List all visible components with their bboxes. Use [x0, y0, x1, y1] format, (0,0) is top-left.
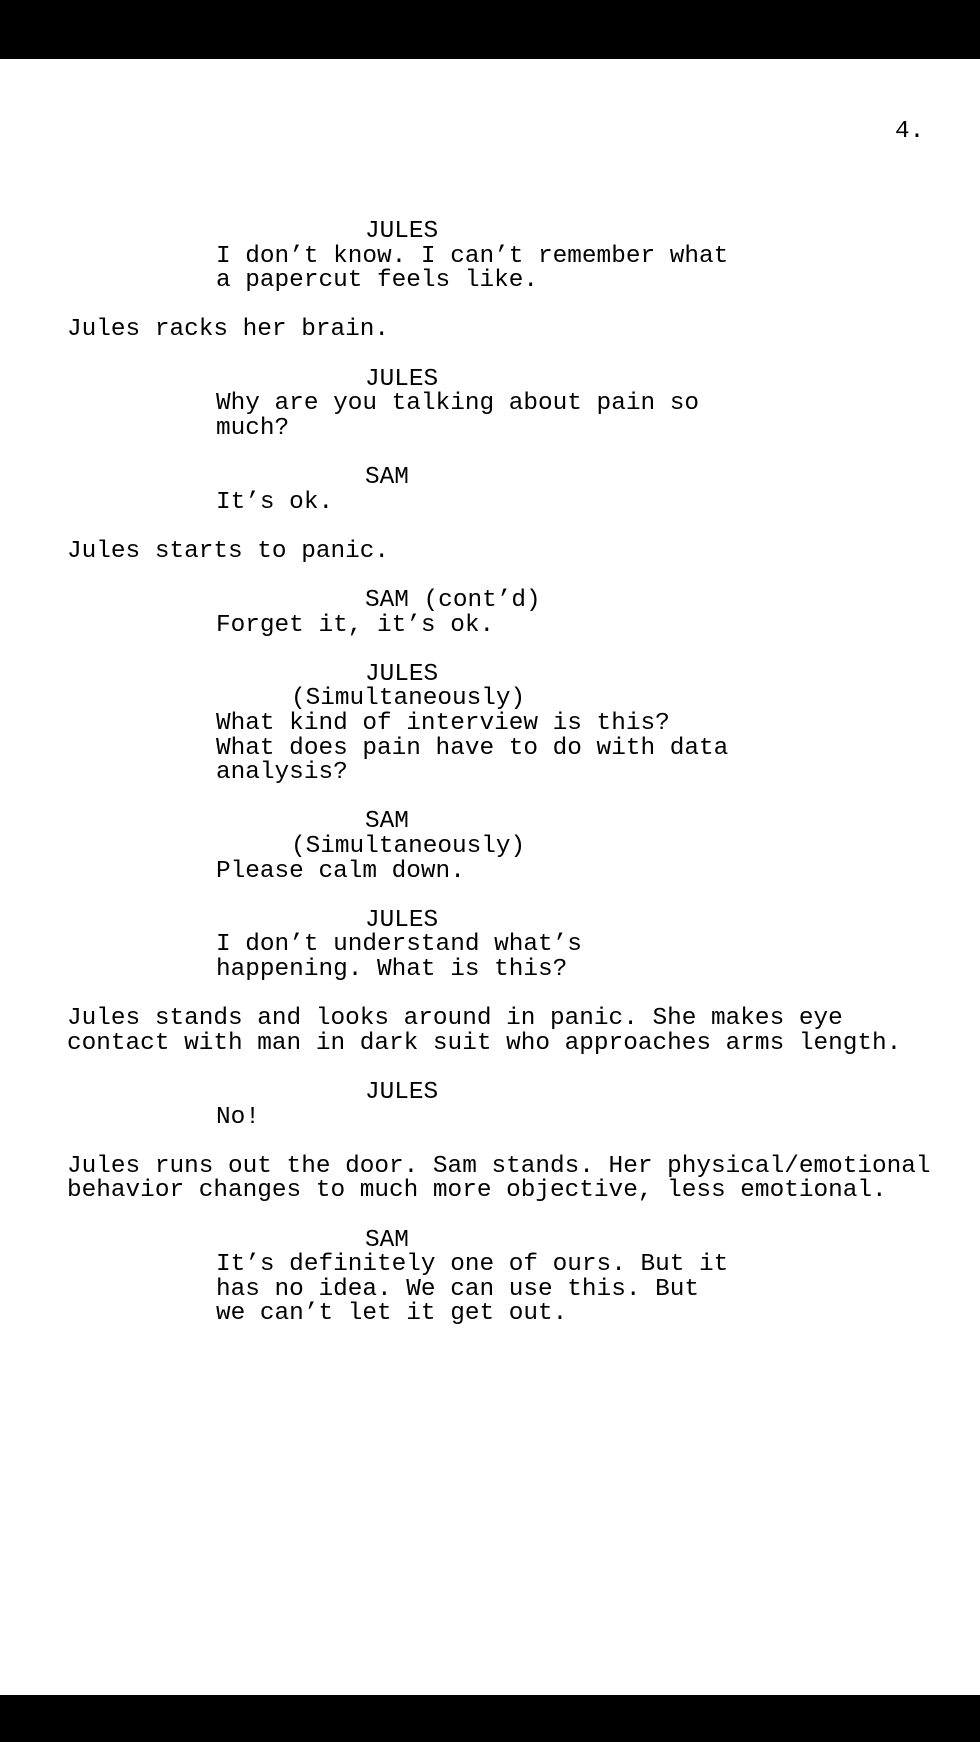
dialogue-line: has no idea. We can use this. But — [216, 1275, 700, 1303]
character-name: JULES — [365, 660, 439, 688]
parenthetical: (Simultaneously) — [291, 685, 526, 713]
character-name: SAM — [365, 464, 409, 491]
character-name: SAM (cont’d) — [365, 587, 541, 614]
dialogue-line: It’s definitely one of ours. But it — [216, 1251, 729, 1279]
dialogue-line: What kind of interview is this? — [216, 710, 670, 737]
character-name: JULES — [365, 906, 439, 934]
action-line: Jules runs out the door. Sam stands. Her physical/emotional — [67, 1152, 931, 1180]
dialogue-line: Please calm down. — [216, 857, 465, 885]
character-name: JULES — [365, 365, 439, 393]
dialogue-line: Why are you talking about pain so — [216, 390, 700, 418]
character-name: SAM — [365, 808, 409, 836]
character-name: SAM — [365, 1226, 409, 1254]
character-name: JULES — [365, 1079, 439, 1106]
action-line: Jules racks her brain. — [67, 316, 390, 344]
dialogue-line: Forget it, it’s ok. — [216, 611, 495, 639]
character-name: JULES — [365, 218, 439, 245]
parenthetical: (Simultaneously) — [291, 833, 526, 860]
dialogue-line: What does pain have to do with data — [216, 734, 729, 762]
dialogue-line: we can’t let it get out. — [216, 1300, 568, 1328]
action-line: Jules starts to panic. — [67, 537, 390, 565]
dialogue-line: much? — [216, 414, 290, 442]
dialogue-line: a papercut feels like. — [216, 267, 539, 295]
dialogue-line: I don’t understand what’s — [216, 931, 582, 959]
dialogue-line: No! — [216, 1103, 260, 1131]
screenplay-page — [0, 59, 980, 1695]
dialogue-line: I don’t know. I can’t remember what — [216, 242, 729, 270]
dialogue-line: happening. What is this? — [216, 956, 568, 983]
dialogue-line: analysis? — [216, 759, 348, 787]
action-line: Jules stands and looks around in panic. She makes eye — [67, 1005, 843, 1033]
page-number: 4. — [895, 118, 925, 145]
action-line: contact with man in dark suit who approaches arms length. — [67, 1029, 902, 1057]
dialogue-line: It’s ok. — [216, 488, 334, 516]
action-line: behavior changes to much more objective, less emotional. — [67, 1177, 887, 1205]
